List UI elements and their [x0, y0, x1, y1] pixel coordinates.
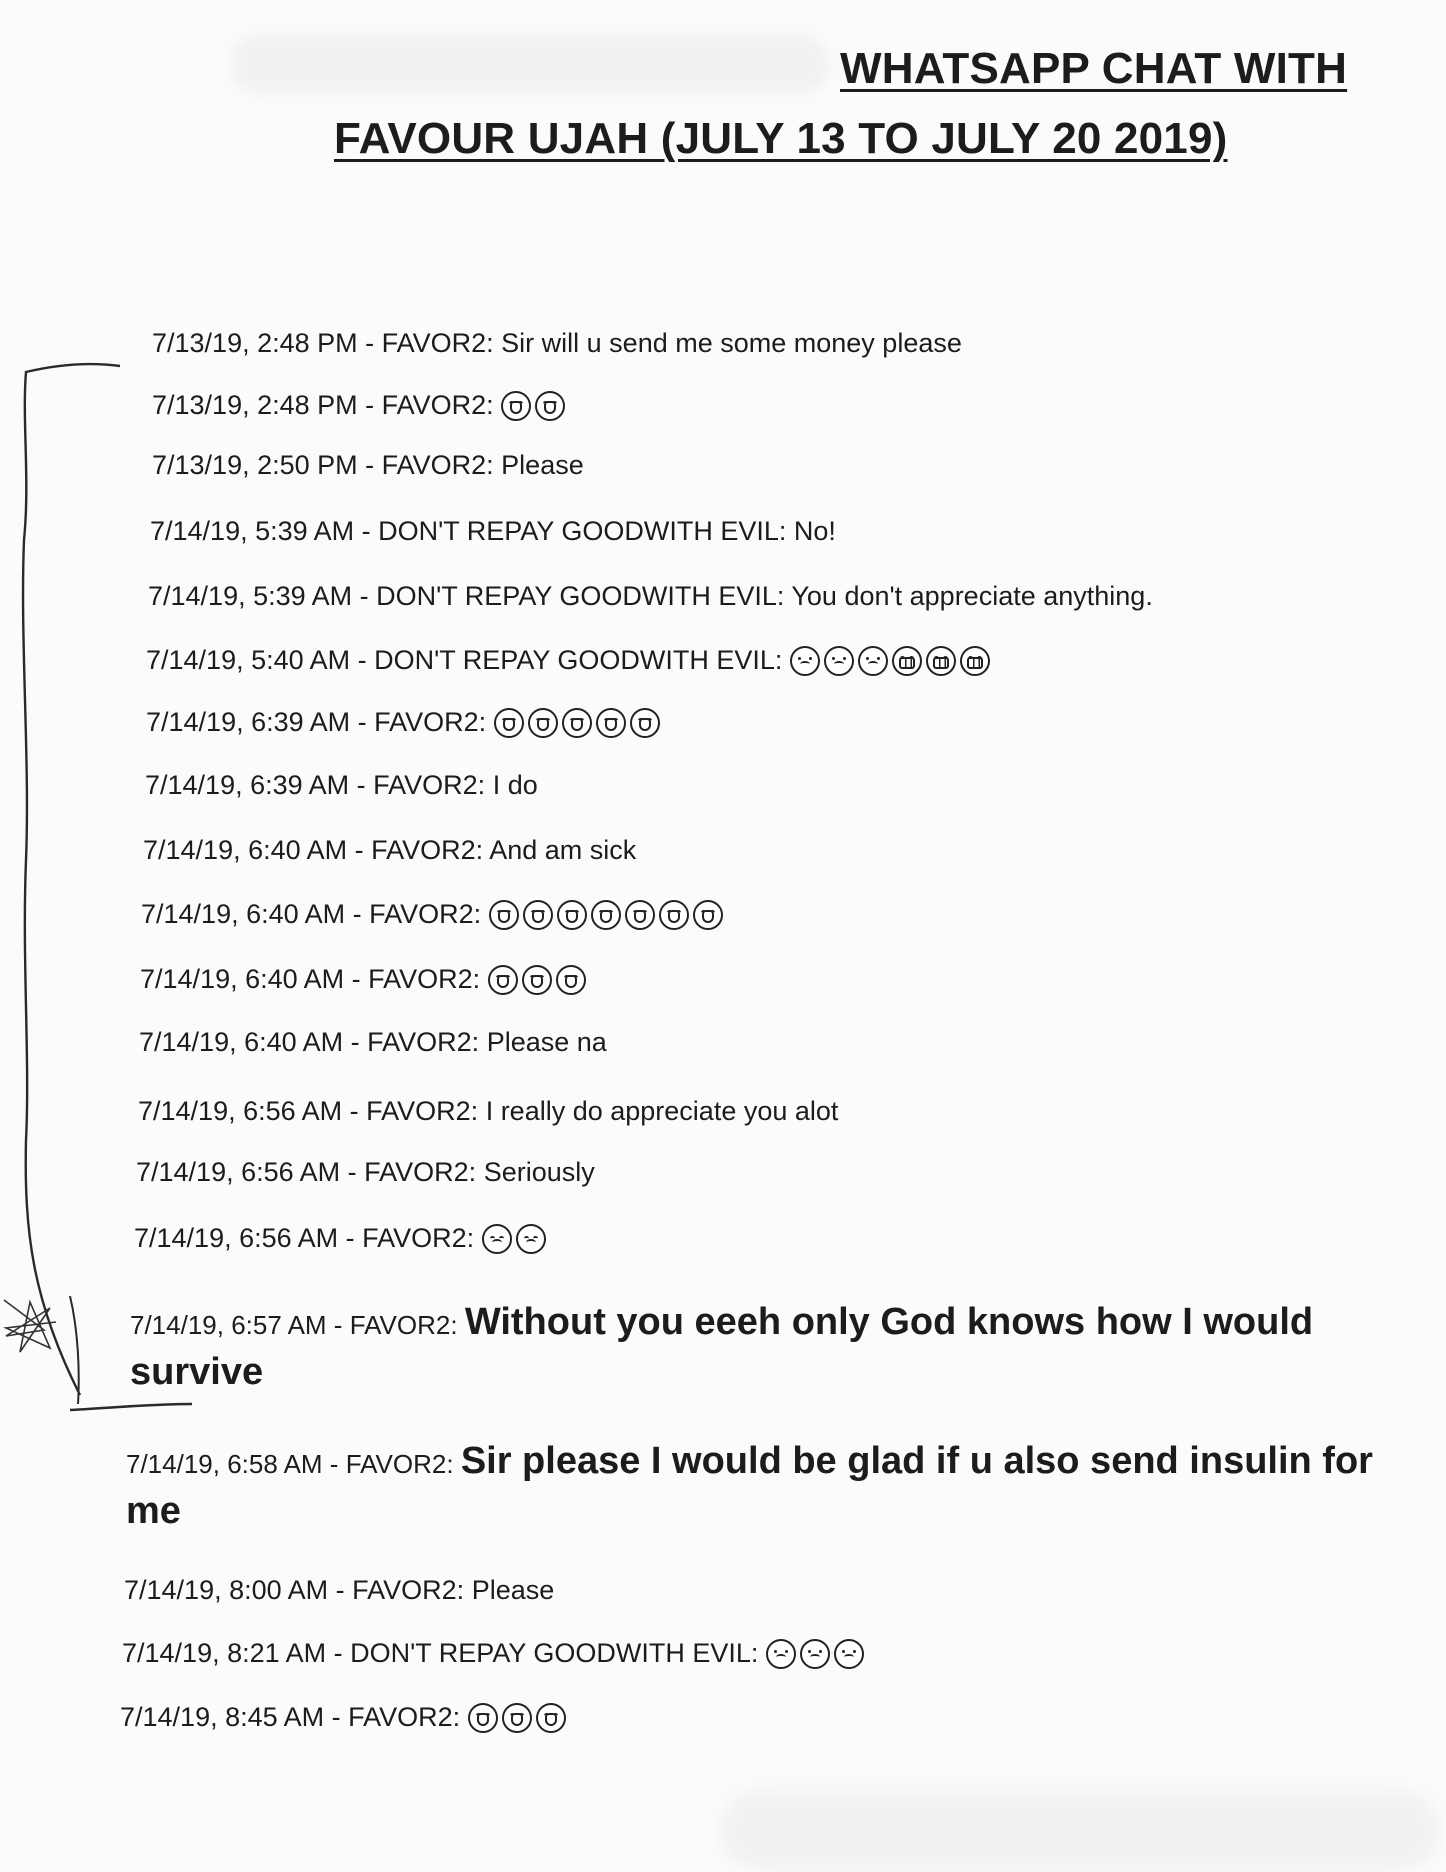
- document-title-line-2: FAVOUR UJAH (JULY 13 TO JULY 20 2019): [334, 114, 1228, 163]
- chat-message: [141, 897, 727, 933]
- crying-face-icon: [625, 900, 655, 930]
- confused-face-icon: [800, 1639, 830, 1669]
- chat-message: [130, 1297, 1405, 1397]
- crying-face-icon: [556, 965, 586, 995]
- message-timestamp-sender: 7/13/19, 2:50 PM - FAVOR2:: [152, 450, 502, 480]
- chat-message: [124, 1573, 554, 1607]
- message-text: I do: [492, 770, 538, 800]
- crying-face-icon: [659, 900, 689, 930]
- crying-face-icon: [488, 965, 518, 995]
- crying-face-icon: [522, 965, 552, 995]
- confused-face-icon: [824, 646, 854, 676]
- chat-message: [136, 1155, 595, 1189]
- chat-message: [122, 1636, 868, 1672]
- chat-message: [145, 768, 538, 802]
- message-text: Without you eeeh only God knows how I would survive: [130, 1301, 1314, 1393]
- message-text: Sir please I would be glad if u also send insulin for me: [126, 1440, 1373, 1532]
- chat-message: [152, 326, 962, 360]
- message-timestamp-sender: 7/14/19, 8:00 AM - FAVOR2:: [124, 1575, 472, 1605]
- message-timestamp-sender: 7/14/19, 8:45 AM - FAVOR2:: [120, 1702, 468, 1732]
- message-text: You don't appreciate anything.: [791, 581, 1153, 611]
- chat-message: [140, 962, 590, 998]
- crying-face-icon: [494, 708, 524, 738]
- message-timestamp-sender: 7/14/19, 5:39 AM - DON'T REPAY GOODWITH EVIL:: [150, 516, 794, 546]
- message-timestamp-sender: 7/14/19, 6:58 AM - FAVOR2:: [126, 1449, 461, 1479]
- chat-message: [148, 579, 1153, 613]
- confused-face-icon: [766, 1639, 796, 1669]
- crying-face-icon: [523, 900, 553, 930]
- grimacing-face-icon: [926, 646, 956, 676]
- message-timestamp-sender: 7/14/19, 5:39 AM - DON'T REPAY GOODWITH EVIL:: [148, 581, 792, 611]
- crying-face-icon: [489, 900, 519, 930]
- message-timestamp-sender: 7/14/19, 6:40 AM - FAVOR2:: [140, 964, 488, 994]
- emoji-group: [766, 1638, 868, 1672]
- message-text: And am sick: [489, 835, 637, 865]
- chat-message: [143, 833, 636, 867]
- chat-message: [120, 1700, 570, 1736]
- confused-face-icon: [834, 1639, 864, 1669]
- message-text: Seriously: [483, 1157, 595, 1187]
- confused-face-icon: [790, 646, 820, 676]
- message-timestamp-sender: 7/14/19, 6:39 AM - FAVOR2:: [145, 770, 493, 800]
- message-timestamp-sender: 7/14/19, 8:21 AM - DON'T REPAY GOODWITH EVIL:: [122, 1638, 766, 1668]
- scan-smudge: [230, 34, 830, 94]
- confused-face-icon: [858, 646, 888, 676]
- emoji-group: [468, 1702, 570, 1736]
- crying-face-icon: [591, 900, 621, 930]
- crying-face-icon: [630, 708, 660, 738]
- crying-face-icon: [557, 900, 587, 930]
- crying-face-icon: [693, 900, 723, 930]
- crying-face-icon: [501, 391, 531, 421]
- document-title-line-1: WHATSAPP CHAT WITH: [840, 44, 1348, 93]
- emoji-group: [494, 707, 664, 741]
- emoji-group: [790, 645, 994, 679]
- scan-smudge: [720, 1790, 1440, 1870]
- emoji-group: [501, 390, 569, 424]
- chat-message: [146, 705, 664, 741]
- grimacing-face-icon: [892, 646, 922, 676]
- sad-face-icon: [482, 1224, 512, 1254]
- message-timestamp-sender: 7/14/19, 6:39 AM - FAVOR2:: [146, 707, 494, 737]
- chat-message: [126, 1436, 1405, 1536]
- crying-face-icon: [562, 708, 592, 738]
- crying-face-icon: [528, 708, 558, 738]
- emoji-group: [482, 1223, 550, 1257]
- message-timestamp-sender: 7/13/19, 2:48 PM - FAVOR2:: [152, 390, 502, 420]
- crying-face-icon: [502, 1703, 532, 1733]
- message-text: Please: [501, 450, 584, 480]
- message-text: Sir will u send me some money please: [501, 328, 962, 358]
- chat-message: [138, 1094, 838, 1128]
- emoji-group: [489, 899, 727, 933]
- message-timestamp-sender: 7/14/19, 6:40 AM - FAVOR2:: [143, 835, 490, 865]
- crying-face-icon: [468, 1703, 498, 1733]
- scribble-mark: [4, 1300, 56, 1352]
- message-timestamp-sender: 7/14/19, 5:40 AM - DON'T REPAY GOODWITH EVIL:: [146, 645, 790, 675]
- message-timestamp-sender: 7/14/19, 6:40 AM - FAVOR2:: [141, 899, 489, 929]
- message-text: Please na: [486, 1027, 607, 1057]
- chat-message: [139, 1025, 607, 1059]
- message-timestamp-sender: 7/14/19, 6:56 AM - FAVOR2:: [138, 1096, 486, 1126]
- chat-message: [146, 643, 994, 679]
- message-text: No!: [793, 516, 836, 546]
- crying-face-icon: [536, 1703, 566, 1733]
- message-timestamp-sender: 7/13/19, 2:48 PM - FAVOR2:: [152, 328, 502, 358]
- message-timestamp-sender: 7/14/19, 6:56 AM - FAVOR2:: [136, 1157, 484, 1187]
- emoji-group: [488, 964, 590, 998]
- message-text: Please: [471, 1575, 555, 1605]
- message-timestamp-sender: 7/14/19, 6:57 AM - FAVOR2:: [130, 1310, 465, 1340]
- message-timestamp-sender: 7/14/19, 6:40 AM - FAVOR2:: [139, 1027, 487, 1057]
- chat-message: [152, 448, 584, 482]
- crying-face-icon: [535, 391, 565, 421]
- grimacing-face-icon: [960, 646, 990, 676]
- sad-face-icon: [516, 1224, 546, 1254]
- chat-message: [134, 1221, 550, 1257]
- chat-message: [150, 514, 836, 548]
- crying-face-icon: [596, 708, 626, 738]
- message-timestamp-sender: 7/14/19, 6:56 AM - FAVOR2:: [134, 1223, 482, 1253]
- message-text: I really do appreciate you alot: [485, 1096, 839, 1126]
- chat-message: [152, 388, 569, 424]
